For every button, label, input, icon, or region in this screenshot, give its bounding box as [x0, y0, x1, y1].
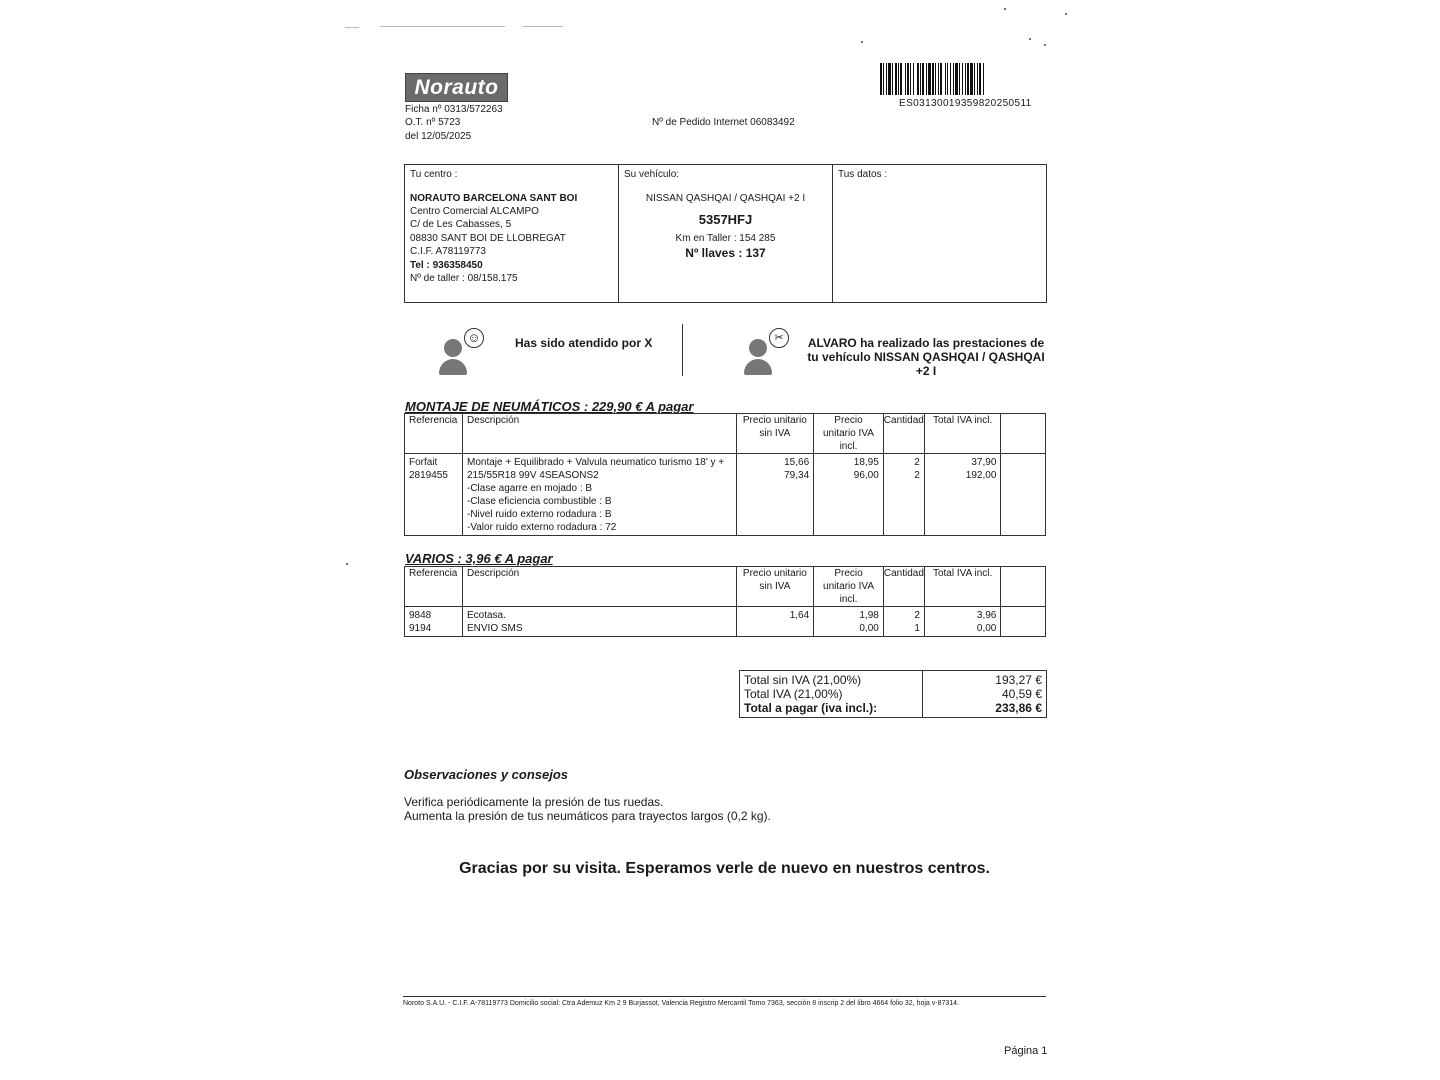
table-header-row — [405, 414, 1046, 454]
order-date: del 12/05/2025 — [405, 131, 472, 142]
total-sin-iva-label: Total sin IVA (21,00%) — [744, 673, 862, 687]
observaciones-text: Verifica periódicamente la presión de tus ruedas. Aumenta la presión de tus neumáticos para trayectos largos (0,2 kg). — [404, 795, 771, 823]
table-header-row — [405, 567, 1046, 607]
centro-line3: 08830 SANT BOI DE LLOBREGAT — [410, 233, 566, 244]
col-empty — [1001, 567, 1046, 607]
col-pu-sin: Precio unitario sin IVA — [736, 414, 814, 454]
total-cell: 37,90 192,00 — [924, 454, 1001, 536]
pu-iva-cell: 18,95 96,00 — [814, 454, 884, 536]
scan-speck — [1044, 44, 1046, 46]
empty-cell — [1001, 622, 1046, 637]
norauto-logo: Norauto — [405, 73, 508, 102]
centro-line2: C/ de Les Cabasses, 5 — [410, 219, 512, 230]
total-sin-iva: 193,27 € — [995, 673, 1042, 687]
observaciones-title: Observaciones y consejos — [404, 767, 569, 782]
total-pagar: 233,86 € — [995, 701, 1042, 715]
centro-tel: Tel : 936358450 — [410, 260, 483, 271]
col-desc: Descripción — [462, 567, 736, 607]
varios-title: VARIOS : 3,96 € A pagar — [405, 551, 553, 566]
pu-iva-cell: 1,98 — [814, 607, 884, 623]
col-ref: Referencia — [405, 414, 463, 454]
col-total: Total IVA incl. — [924, 567, 1000, 607]
footer-rule — [403, 996, 1046, 997]
pu-sin-cell — [736, 622, 814, 637]
col-pu-iva: Precio unitario IVA incl. — [814, 567, 884, 607]
cant-cell: 2 2 — [883, 454, 924, 536]
desc-cell: ENVIO SMS — [462, 622, 736, 637]
vehiculo-plate: 5357HFJ — [698, 212, 753, 227]
col-total: Total IVA incl. — [924, 414, 1001, 454]
total-iva-label: Total IVA (21,00%) — [744, 687, 843, 701]
scan-speck — [1029, 38, 1031, 40]
centro-title: Tu centro : — [410, 169, 458, 180]
person-smiley-icon — [442, 328, 487, 376]
varios-table — [404, 566, 1046, 637]
centro-line1: Centro Comercial ALCAMPO — [410, 206, 539, 217]
scan-artifact — [380, 26, 505, 27]
scan-speck — [346, 563, 348, 565]
vehiculo-llaves: Nº llaves : 137 — [685, 246, 766, 260]
ref-cell: 9848 — [405, 607, 463, 623]
vehiculo-title: Su vehículo: — [624, 169, 680, 180]
datos-title: Tus datos : — [838, 169, 888, 180]
scan-speck — [1004, 8, 1006, 10]
scan-speck — [861, 41, 863, 43]
scan-artifact — [345, 27, 359, 28]
barcode — [880, 63, 1046, 95]
total-cell: 3,96 — [924, 607, 1000, 623]
pu-iva-cell: 0,00 — [814, 622, 884, 637]
performed-text: ALVARO ha realizado las prestaciones de tu vehículo NISSAN QASHQAI / QASHQAI +2 I — [807, 336, 1045, 378]
divider — [922, 670, 923, 718]
empty-cell — [1001, 607, 1046, 623]
divider — [832, 164, 833, 303]
smiley-icon: ☺ — [464, 328, 484, 348]
ot-number: O.T. nº 5723 — [405, 117, 461, 128]
centro-cif: C.I.F. A78119773 — [410, 246, 486, 257]
col-pu-sin: Precio unitario sin IVA — [736, 567, 814, 607]
cant-cell: 2 — [883, 607, 924, 623]
col-ref: Referencia — [405, 567, 463, 607]
ref-cell: 9194 — [405, 622, 463, 637]
vehiculo-km: Km en Taller : 154 285 — [675, 233, 776, 244]
col-pu-iva: Precio unitario IVA incl. — [814, 414, 884, 454]
total-pagar-label: Total a pagar (iva incl.): — [744, 701, 878, 715]
total-iva: 40,59 € — [1001, 687, 1042, 701]
divider — [682, 324, 683, 376]
col-desc: Descripción — [462, 414, 736, 454]
centro-taller: Nº de taller : 08/158.175 — [410, 273, 518, 284]
montaje-title: MONTAJE DE NEUMÁTICOS : 229,90 € A pagar — [405, 399, 694, 414]
cant-cell: 1 — [883, 622, 924, 637]
ficha-number: Ficha nº 0313/572263 — [405, 104, 503, 115]
tools-icon: ✂ — [769, 328, 789, 348]
col-empty — [1001, 414, 1046, 454]
totals-values — [925, 673, 1042, 715]
attended-text: Has sido atendido por X — [515, 336, 653, 350]
legal-footer: Noroto S.A.U. - C.I.F. A-78119773 Domicilio social: Ctra Ademuz Km 2 9 Burjassot, Valencia Registro Mercantil Tomo 7363, sección 8 inscrip 2 del libro 4664 folio 32, hoja v-87314. — [403, 1000, 959, 1007]
desc-cell: Ecotasa. — [462, 607, 736, 623]
desc-cell: Montaje + Equilibrado + Valvula neumatico turismo 18' y + 215/55R18 99V 4SEASONS2 -Clase agarre en mojado : B -Clase eficiencia combustible : B -Nivel ruido externo rodadura : B -Valor ruido externo rodadura : 72 — [462, 454, 736, 536]
centro-name: NORAUTO BARCELONA SANT BOI — [410, 193, 578, 204]
ref-cell: Forfait 2819455 — [405, 454, 463, 536]
montaje-table — [404, 413, 1046, 536]
col-cant: Cantidad — [883, 414, 924, 454]
scan-artifact — [523, 26, 563, 27]
total-cell: 0,00 — [924, 622, 1000, 637]
vehiculo-model: NISSAN QASHQAI / QASHQAI +2 I — [645, 193, 806, 204]
table-row — [405, 622, 1046, 637]
page-number: Página 1 — [1004, 1045, 1048, 1057]
empty-cell — [1001, 454, 1046, 536]
pu-sin-cell: 1,64 — [736, 607, 814, 623]
scan-speck — [1065, 13, 1067, 15]
col-cant: Cantidad — [883, 567, 924, 607]
person-tools-icon — [747, 328, 792, 376]
pu-sin-cell: 15,66 79,34 — [736, 454, 814, 536]
barcode-text: ES03130019359820250511 — [899, 98, 1032, 109]
internet-order-number: Nº de Pedido Internet 06083492 — [652, 117, 795, 128]
totals-labels — [744, 673, 877, 715]
table-row — [405, 454, 1046, 536]
table-row — [405, 607, 1046, 623]
thanks-message: Gracias por su visita. Esperamos verle de nuevo en nuestros centros. — [459, 860, 990, 877]
